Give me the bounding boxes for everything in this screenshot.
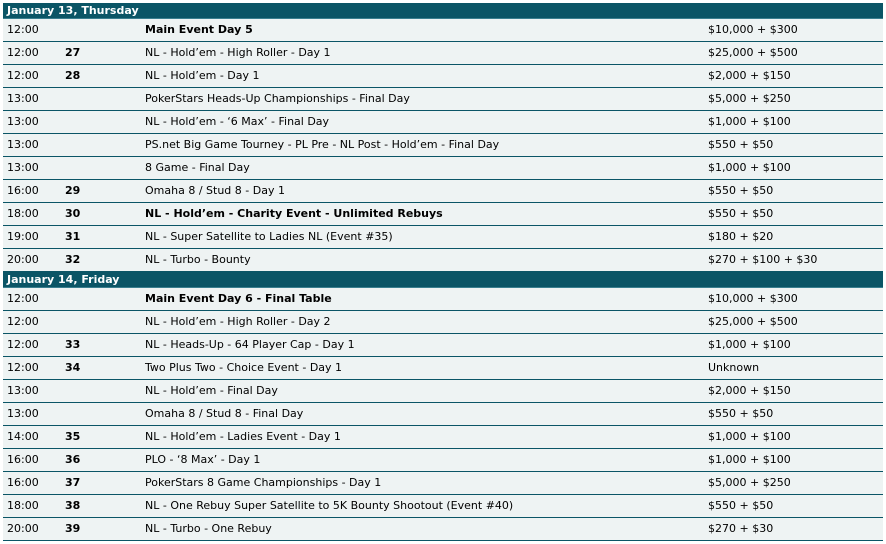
table-row (3, 380, 883, 403)
schedule-table (3, 3, 883, 541)
buyin-cell: $10,000 + $300 (708, 292, 798, 305)
buyin-cell: $550 + $50 (708, 138, 774, 151)
event-name-cell: NL - Hold’em - High Roller - Day 2 (145, 315, 331, 328)
buyin-cell: $270 + $30 (708, 522, 774, 535)
event-number-cell: 29 (65, 184, 81, 197)
time-cell: 20:00 (7, 522, 39, 535)
buyin-cell: $550 + $50 (708, 184, 774, 197)
time-cell: 19:00 (7, 230, 39, 243)
buyin-cell: $1,000 + $100 (708, 338, 791, 351)
event-number-cell: 31 (65, 230, 81, 243)
time-cell: 20:00 (7, 253, 39, 266)
event-number-cell: 35 (65, 430, 81, 443)
event-name-cell: NL - Turbo - One Rebuy (145, 522, 272, 535)
buyin-cell: $270 + $100 + $30 (708, 253, 818, 266)
event-name-cell: NL - Heads-Up - 64 Player Cap - Day 1 (145, 338, 355, 351)
buyin-cell: $550 + $50 (708, 499, 774, 512)
table-row (3, 426, 883, 449)
day-header-thursday: January 13, Thursday (3, 3, 883, 19)
buyin-cell: $10,000 + $300 (708, 23, 798, 36)
event-number-cell: 32 (65, 253, 81, 266)
time-cell: 13:00 (7, 161, 39, 174)
time-cell: 12:00 (7, 69, 39, 82)
event-name-cell: Main Event Day 5 (145, 23, 253, 36)
event-name-cell: Two Plus Two - Choice Event - Day 1 (145, 361, 343, 374)
table-row (3, 157, 883, 180)
buyin-cell: $550 + $50 (708, 207, 774, 220)
buyin-cell: $1,000 + $100 (708, 161, 791, 174)
buyin-cell: $25,000 + $500 (708, 46, 798, 59)
event-name-cell: PokerStars Heads-Up Championships - Final Day (145, 92, 410, 105)
table-row (3, 334, 883, 357)
buyin-cell: $2,000 + $150 (708, 384, 791, 397)
time-cell: 13:00 (7, 384, 39, 397)
table-row (3, 403, 883, 426)
table-row (3, 495, 883, 518)
event-name-cell: 8 Game - Final Day (145, 161, 250, 174)
event-name-cell: NL - Turbo - Bounty (145, 253, 251, 266)
buyin-cell: $2,000 + $150 (708, 69, 791, 82)
event-number-cell: 30 (65, 207, 81, 220)
time-cell: 18:00 (7, 499, 39, 512)
table-row (3, 180, 883, 203)
buyin-cell: $25,000 + $500 (708, 315, 798, 328)
table-row (3, 357, 883, 380)
buyin-cell: $5,000 + $250 (708, 92, 791, 105)
table-row (3, 19, 883, 42)
event-name-cell: NL - Hold’em - ‘6 Max’ - Final Day (145, 115, 330, 128)
buyin-cell: $180 + $20 (708, 230, 774, 243)
time-cell: 18:00 (7, 207, 39, 220)
table-row (3, 449, 883, 472)
event-name-cell: NL - Hold’em - High Roller - Day 1 (145, 46, 331, 59)
table-row (3, 65, 883, 88)
time-cell: 16:00 (7, 476, 39, 489)
event-number-cell: 36 (65, 453, 81, 466)
buyin-cell: $1,000 + $100 (708, 430, 791, 443)
table-row (3, 42, 883, 65)
time-cell: 12:00 (7, 361, 39, 374)
event-number-cell: 38 (65, 499, 81, 512)
table-row (3, 288, 883, 311)
table-row (3, 134, 883, 157)
day-header-friday: January 14, Friday (3, 272, 883, 288)
event-name-cell: Main Event Day 6 - Final Table (145, 292, 332, 305)
time-cell: 13:00 (7, 115, 39, 128)
table-row (3, 311, 883, 334)
time-cell: 13:00 (7, 92, 39, 105)
event-name-cell: PLO - ‘8 Max’ - Day 1 (145, 453, 261, 466)
time-cell: 12:00 (7, 315, 39, 328)
event-number-cell: 34 (65, 361, 81, 374)
buyin-cell: Unknown (708, 361, 760, 374)
event-number-cell: 28 (65, 69, 81, 82)
event-number-cell: 33 (65, 338, 81, 351)
time-cell: 16:00 (7, 453, 39, 466)
event-name-cell: PokerStars 8 Game Championships - Day 1 (145, 476, 382, 489)
buyin-cell: $1,000 + $100 (708, 453, 791, 466)
event-name-cell: NL - Super Satellite to Ladies NL (Event #35) (145, 230, 393, 243)
event-number-cell: 39 (65, 522, 81, 535)
time-cell: 16:00 (7, 184, 39, 197)
event-name-cell: PS.net Big Game Tourney - PL Pre - NL Post - Hold’em - Final Day (145, 138, 500, 151)
table-row (3, 88, 883, 111)
time-cell: 12:00 (7, 292, 39, 305)
table-row (3, 518, 883, 541)
event-name-cell: Omaha 8 / Stud 8 - Final Day (145, 407, 304, 420)
event-number-cell: 27 (65, 46, 81, 59)
table-row (3, 472, 883, 495)
table-row (3, 111, 883, 134)
time-cell: 13:00 (7, 407, 39, 420)
table-row (3, 203, 883, 226)
event-name-cell: NL - Hold’em - Day 1 (145, 69, 260, 82)
event-name-cell: NL - Hold’em - Final Day (145, 384, 278, 397)
time-cell: 12:00 (7, 23, 39, 36)
event-name-cell: NL - One Rebuy Super Satellite to 5K Bounty Shootout (Event #40) (145, 499, 514, 512)
event-number-cell: 37 (65, 476, 81, 489)
event-name-cell: Omaha 8 / Stud 8 - Day 1 (145, 184, 285, 197)
table-row (3, 249, 883, 272)
table-row (3, 226, 883, 249)
event-name-cell: NL - Hold’em - Charity Event - Unlimited Rebuys (145, 207, 443, 220)
time-cell: 12:00 (7, 46, 39, 59)
buyin-cell: $550 + $50 (708, 407, 774, 420)
time-cell: 12:00 (7, 338, 39, 351)
event-name-cell: NL - Hold’em - Ladies Event - Day 1 (145, 430, 341, 443)
time-cell: 13:00 (7, 138, 39, 151)
buyin-cell: $5,000 + $250 (708, 476, 791, 489)
buyin-cell: $1,000 + $100 (708, 115, 791, 128)
time-cell: 14:00 (7, 430, 39, 443)
